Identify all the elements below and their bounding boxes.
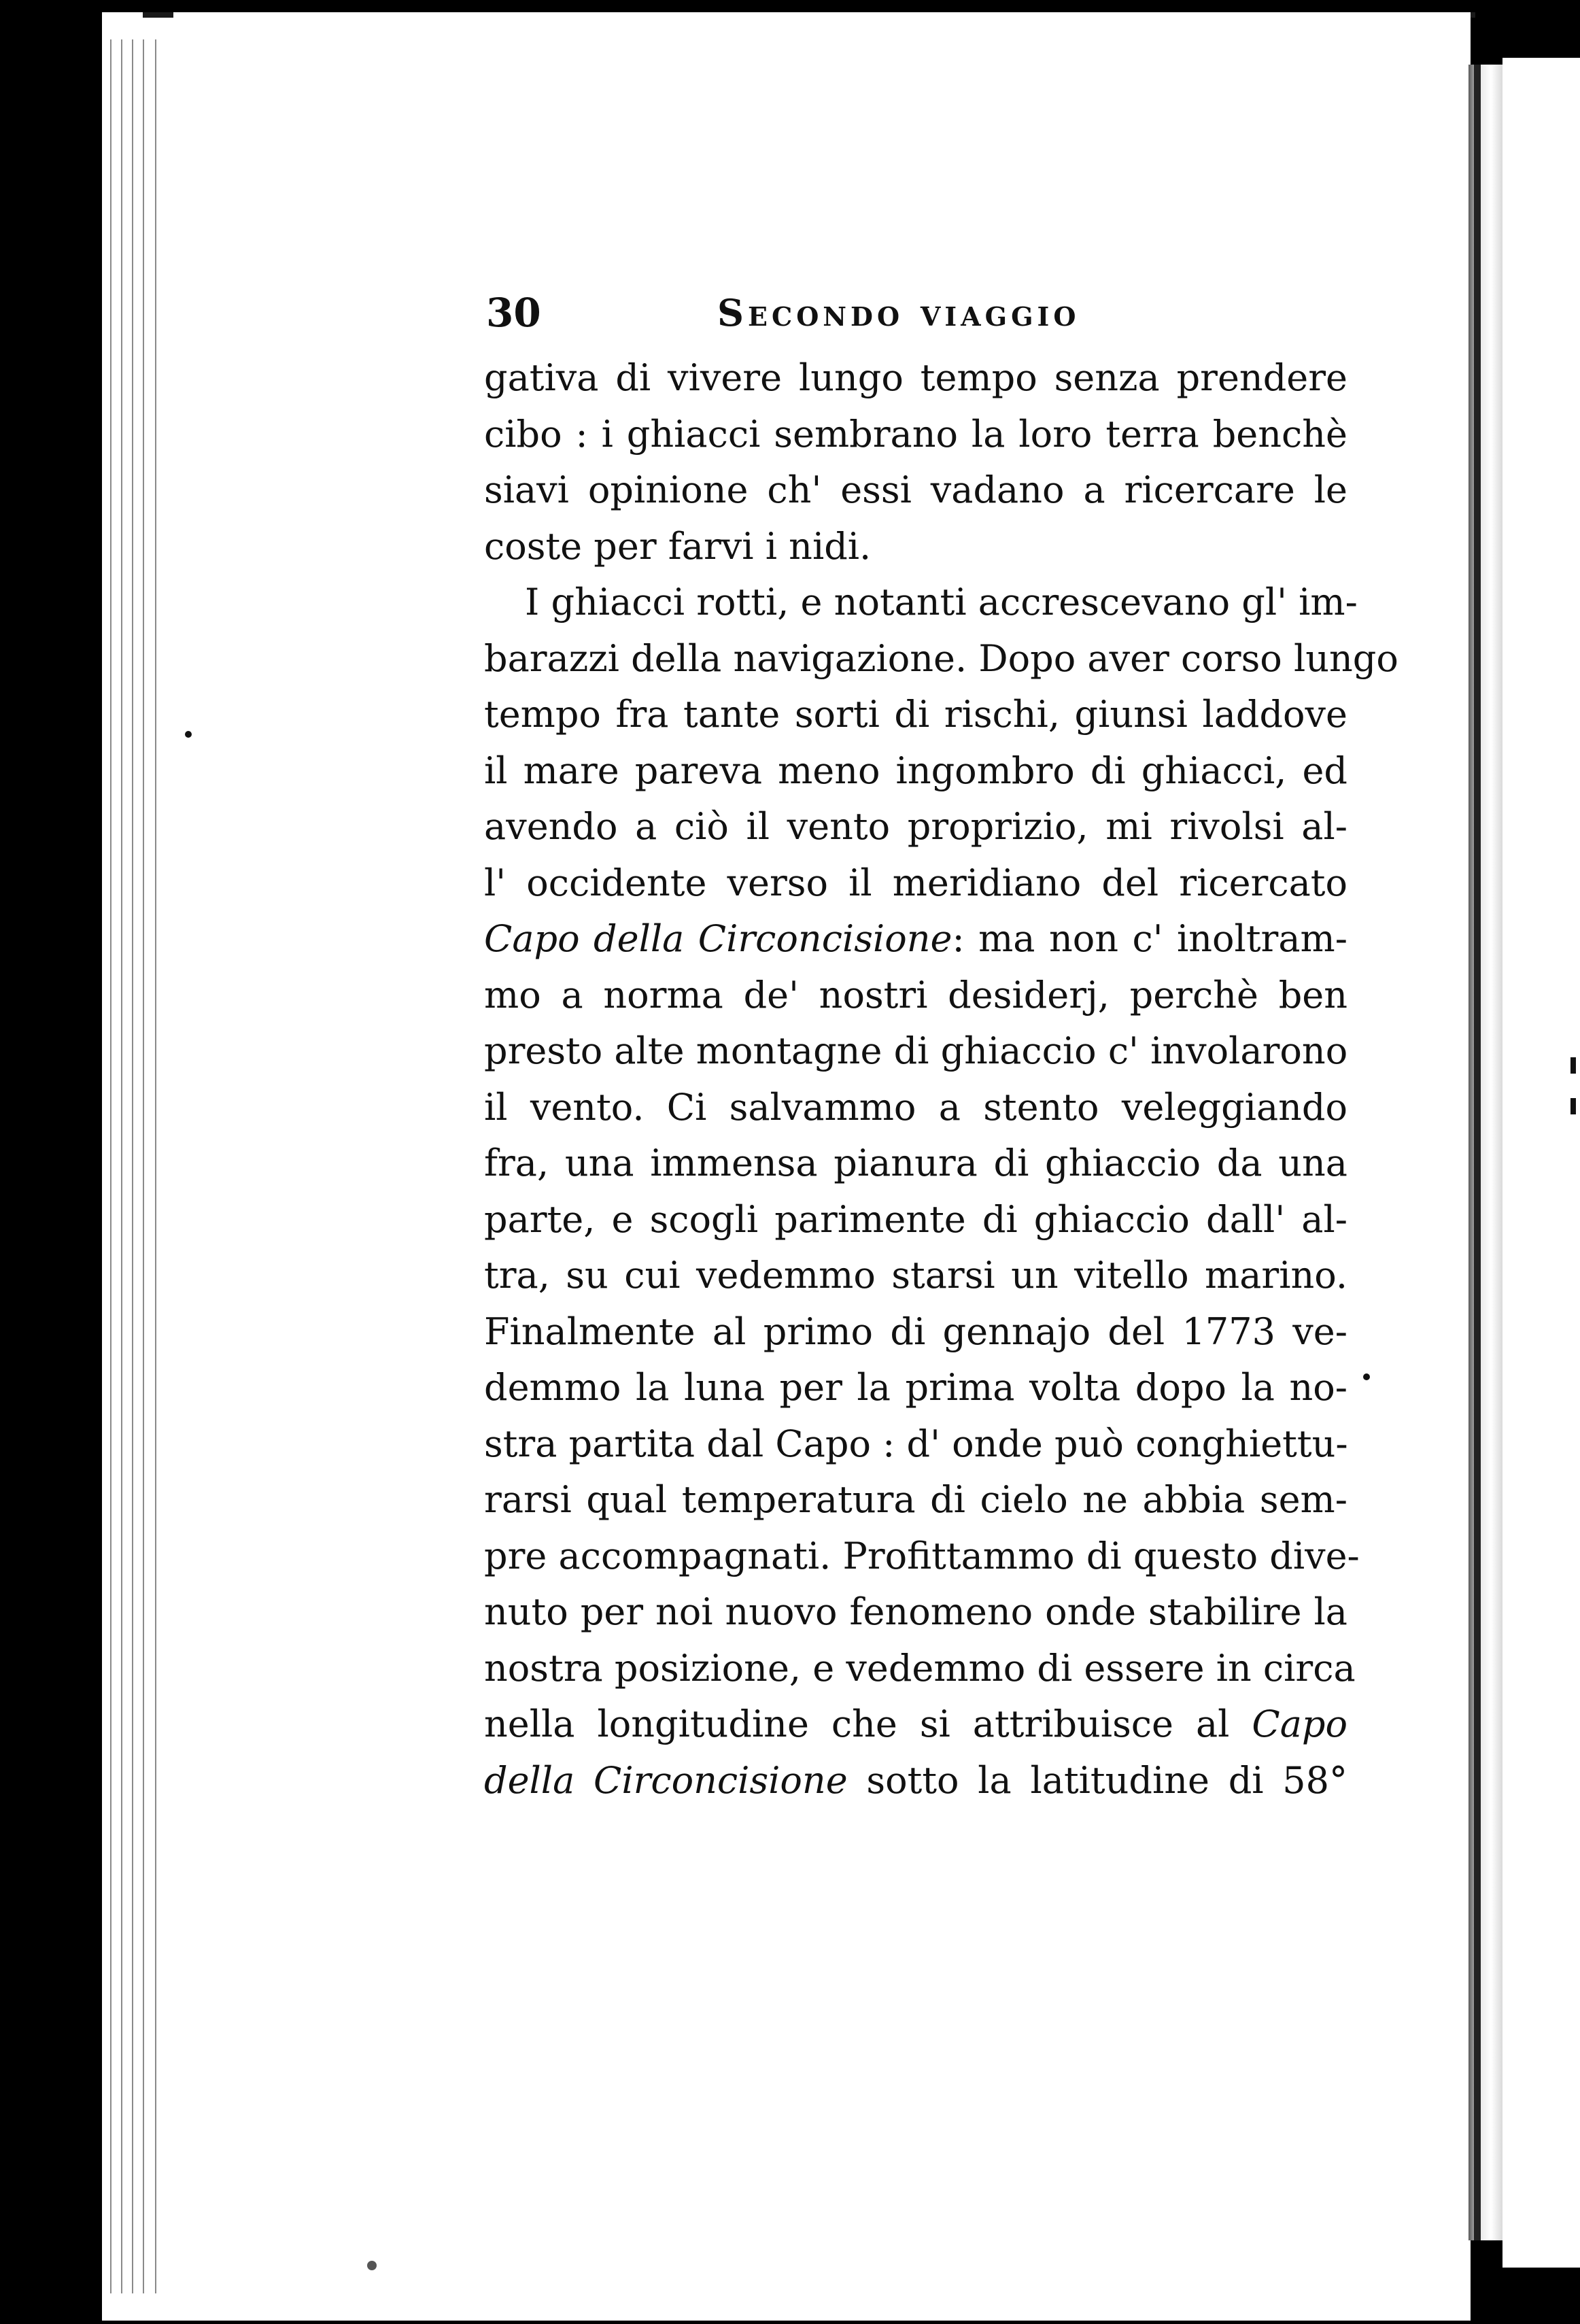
text-line (484, 799, 1347, 855)
text-line (484, 968, 1347, 1024)
text-line (484, 350, 1347, 407)
text-line (484, 1416, 1347, 1473)
text-line (484, 462, 1347, 519)
text-line (484, 1472, 1347, 1528)
text-span: barazzi della navigazione. Dopo aver corso lungo (484, 636, 1398, 680)
text-line (484, 743, 1347, 800)
text-span: mo a norma de' nostri desiderj, perchè ben (484, 973, 1347, 1016)
text-span: l' occidente verso il meridiano del ricercato (484, 861, 1347, 904)
edge-mark (1570, 1098, 1576, 1114)
text-line (484, 855, 1347, 912)
edge-mark (1570, 1057, 1576, 1074)
text-span: tempo fra tante sorti di rischi, giunsi laddove (484, 693, 1347, 736)
text-line (484, 1641, 1356, 1697)
text-line (484, 1753, 1347, 1809)
text-span: il vento. Ci salvammo a stento veleggiando (484, 1085, 1347, 1129)
italic-text: Capo (1252, 1703, 1347, 1745)
text-line (484, 1528, 1360, 1585)
text-span: gativa di vivere lungo tempo senza prendere (484, 356, 1347, 399)
ink-speck (367, 2261, 377, 2270)
page-number: 30 (486, 290, 541, 336)
text-line (484, 575, 1358, 631)
text-span: siavi opinione ch' essi vadano a ricercare le (484, 468, 1347, 511)
text-span: parte, e scogli parimente di ghiaccio dall' al- (484, 1197, 1347, 1241)
text-span: Finalmente al primo di gennajo del 1773 ve- (484, 1310, 1347, 1353)
text-span: sotto la latitudine di 58° (847, 1758, 1347, 1802)
text-line (484, 1304, 1347, 1361)
text-span: nella longitudine che si attribuisce al (484, 1703, 1252, 1745)
text-span: : ma non c' inoltram- (952, 917, 1347, 960)
text-line (484, 407, 1347, 463)
text-span: demmo la luna per la prima volta dopo la no- (484, 1366, 1347, 1409)
page-edges-stack (102, 12, 184, 2321)
text-line (484, 1696, 1347, 1753)
text-span: pre accompagnati. Profittammo di questo dive- (484, 1534, 1360, 1577)
text-line (484, 1080, 1347, 1136)
text-span: presto alte montagne di ghiaccio c' involarono (484, 1029, 1348, 1072)
text-span: I ghiacci rotti, e notanti accrescevano gl' im- (525, 581, 1358, 623)
page-gutter-line (1474, 65, 1481, 2240)
text-span: coste per farvi i nidi. (484, 524, 872, 568)
text-span: stra partita dal Capo : d' onde può conghiettu- (484, 1422, 1348, 1465)
text-span: il mare pareva meno ingombro di ghiacci, ed (484, 749, 1347, 792)
facing-page-edge (1502, 58, 1580, 2268)
ink-speck (185, 731, 192, 738)
text-line (484, 1584, 1347, 1641)
text-line (484, 1360, 1347, 1416)
running-head (486, 289, 1350, 337)
text-span: tra, su cui vedemmo starsi un vitello marino. (484, 1254, 1347, 1297)
text-span: nostra posizione, e vedemmo di essere in circa (484, 1646, 1356, 1690)
text-line (484, 911, 1347, 968)
text-span: avendo a ciò il vento proprizio, mi rivolsi al- (484, 805, 1347, 848)
italic-text: Capo della Circoncisione (484, 917, 952, 960)
text-line (484, 1023, 1347, 1080)
running-head-title: Secondo viaggio (717, 291, 1080, 335)
ink-speck (1363, 1373, 1370, 1380)
text-line (484, 519, 1347, 575)
text-span: fra, una immensa pianura di ghiaccio da una (484, 1142, 1347, 1184)
text-span: cibo : i ghiacci sembrano la loro terra benchè (484, 412, 1347, 456)
text-line (484, 1135, 1347, 1192)
text-line (484, 1248, 1347, 1304)
text-span: rarsi qual temperatura di cielo ne abbia sem- (484, 1478, 1347, 1521)
text-line (484, 631, 1398, 687)
body-text (484, 350, 1398, 1809)
text-span: nuto per noi nuovo fenomeno onde stabilire la (484, 1590, 1347, 1633)
italic-text: della Circoncisione (484, 1758, 848, 1802)
text-line (484, 1192, 1347, 1248)
text-line (484, 687, 1347, 743)
